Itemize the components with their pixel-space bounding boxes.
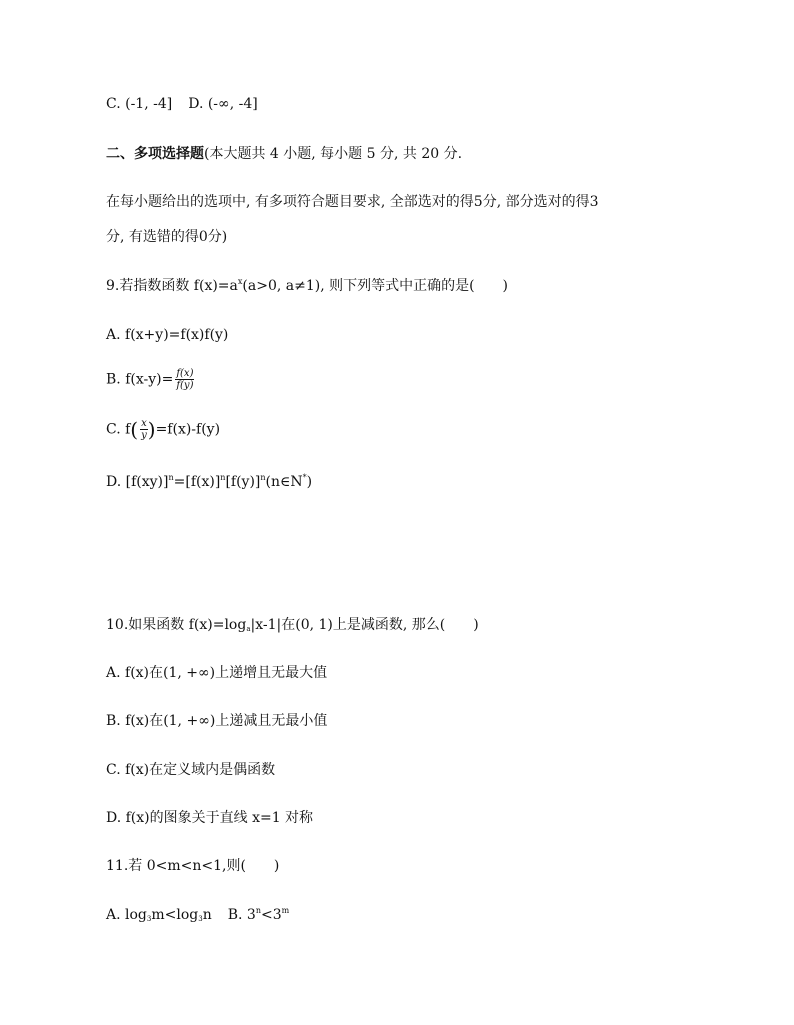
- q8-options-cd: [106, 94, 258, 114]
- section2-instruction-1: 在每小题给出的选项中, 有多项符合题目要求, 全部选对的得5分, 部分选对的得3: [106, 194, 599, 210]
- section2-title: 二、多项选择题: [106, 146, 204, 162]
- q9-option-a: A. f(x+y)=f(x)f(y): [106, 327, 229, 343]
- q9-option-c-fraction: [140, 418, 148, 441]
- q10-stem-text-end: |x-1|在(0, 1)上是减函数, 那么( ): [250, 617, 479, 633]
- q11-a-part: n: [202, 907, 212, 923]
- q9-exponent: x: [237, 277, 243, 286]
- q10-option-c: C. f(x)在定义域内是偶函数: [106, 762, 276, 778]
- q11-b-exp: n: [255, 906, 261, 915]
- q9-d-exp: n: [260, 473, 266, 482]
- q9-d-part: (n∈N: [265, 474, 303, 490]
- q11-options-ab: [106, 905, 289, 925]
- section2-instruction-2: 分, 有选错的得0分): [106, 229, 228, 245]
- section2-title-rest: (本大题共 4 小题, 每小题 5 分, 共 20 分.: [204, 146, 463, 162]
- q11-b-part: B. 3: [227, 907, 256, 923]
- q9-d-part: ): [306, 474, 313, 490]
- q9-option-c-suffix: =f(x)-f(y): [155, 421, 221, 438]
- q9-stem-text: 9.若指数函数 f(x)=a: [106, 278, 238, 294]
- q9-option-d: [106, 472, 312, 492]
- q11-a-part: A. log: [106, 907, 147, 923]
- fraction-numerator: x: [141, 418, 147, 429]
- q11-a-part: m<log: [151, 907, 199, 923]
- q9-d-part: [f(y)]: [225, 474, 261, 490]
- q11-option-b: [228, 907, 290, 923]
- q9-stem-text-end: (a>0, a≠1), 则下列等式中正确的是( ): [242, 278, 509, 294]
- q9-d-part: =[f(x)]: [173, 474, 221, 490]
- q9-d-exp: n: [220, 473, 226, 482]
- q9-d-star: *: [302, 473, 307, 482]
- q10-log-base: a: [246, 625, 251, 633]
- q11-a-base: 3: [198, 915, 203, 923]
- q11-b-exp: m: [281, 906, 290, 915]
- q10-option-a: A. f(x)在(1, +∞)上递增且无最大值: [106, 665, 328, 681]
- q9-option-c-prefix: C. f: [106, 421, 131, 438]
- q11-b-part: <3: [261, 907, 282, 923]
- fraction-numerator: f(x): [176, 368, 194, 379]
- q9-option-c: [106, 418, 220, 441]
- q9-stem: [106, 276, 508, 296]
- q10-stem-text: 10.如果函数 f(x)=log: [106, 617, 247, 633]
- q9-d-exp: n: [168, 473, 174, 482]
- section2-heading: [106, 144, 462, 164]
- fraction-denominator: y: [141, 430, 147, 441]
- q9-d-part: D. [f(xy)]: [106, 474, 169, 490]
- fraction-denominator: f(y): [176, 380, 194, 391]
- q9-option-b-fraction: [175, 368, 194, 391]
- q10-option-b: B. f(x)在(1, +∞)上递减且无最小值: [106, 713, 328, 729]
- q9-option-b-prefix: B. f(x-y)=: [106, 371, 174, 388]
- q8-option-c: C. (-1, -4]: [106, 96, 173, 112]
- q10-stem: [106, 615, 479, 635]
- q11-option-a: [106, 907, 212, 923]
- q11-a-base: 3: [146, 915, 152, 923]
- q9-option-b: [106, 368, 194, 391]
- q8-option-d: D. (-∞, -4]: [188, 96, 258, 112]
- left-paren: (: [130, 417, 139, 442]
- q10-option-d: D. f(x)的图象关于直线 x=1 对称: [106, 810, 314, 826]
- q11-stem: 11.若 0<m<n<1,则( ): [106, 858, 280, 874]
- right-paren: ): [147, 417, 156, 442]
